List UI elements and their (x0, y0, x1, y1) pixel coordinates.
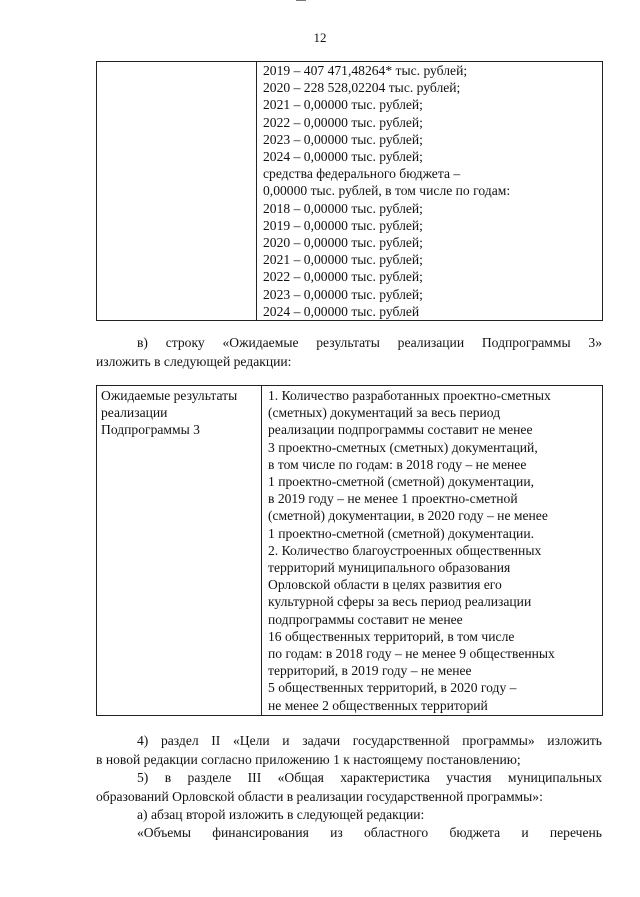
funding-line: 2019 – 407 471,48264* тыс. рублей; (263, 63, 468, 78)
funding-line: 2022 – 0,00000 тыс. рублей; (263, 269, 423, 285)
table-row (97, 386, 603, 716)
expected-results-table (96, 385, 603, 716)
table-cell-results (262, 386, 603, 716)
funding-line: 0,00000 тыс. рублей, в том числе по годам: (263, 183, 511, 199)
paragraph-a (96, 806, 602, 825)
results-line: 1 проектно-сметной (сметной) документации. (268, 525, 535, 541)
results-line: в 2019 году – не менее 1 проектно-сметной (268, 491, 518, 507)
funding-table (96, 61, 603, 321)
results-line: территорий, в 2019 году – не менее (268, 663, 472, 679)
results-line: культурной сферы за весь период реализации (268, 594, 532, 610)
label-line: Ожидаемые результаты (101, 388, 238, 403)
results-line: 1 проектно-сметной (сметной) документации, (268, 474, 535, 490)
funding-line: средства федерального бюджета – (263, 166, 461, 182)
paragraph-4 (96, 732, 602, 769)
table-cell-funding (257, 62, 603, 321)
results-line: не менее 2 общественных территорий (268, 697, 488, 713)
paragraph-5 (96, 769, 602, 806)
paragraph-line: 5) в разделе III «Общая характеристика участия муниципальных (137, 770, 602, 785)
label-line: Подпрограммы 3 (101, 422, 200, 438)
paragraph-line: «Объемы финансирования из областного бюджета и перечень (137, 825, 602, 840)
results-line: 5 общественных территорий, в 2020 году – (268, 680, 517, 696)
paragraph-line: изложить в следующей редакции: (96, 353, 292, 369)
page-number: 12 (313, 30, 327, 45)
paragraph-line: в) строку «Ожидаемые результаты реализации Подпрограммы 3» (137, 335, 602, 350)
table-cell-label (97, 386, 262, 716)
funding-line: 2024 – 0,00000 тыс. рублей; (263, 149, 423, 165)
table-row (97, 62, 603, 321)
paragraph-line: 4) раздел II «Цели и задачи государственной программы» изложить (137, 733, 602, 748)
paragraph-quote (96, 824, 602, 843)
results-line: по годам: в 2018 году – не менее 9 общественных (268, 646, 555, 662)
paragraph-line: образований Орловской области в реализации государственной программы»: (96, 788, 543, 804)
funding-line: 2019 – 0,00000 тыс. рублей; (263, 217, 423, 233)
funding-line: 2023 – 0,00000 тыс. рублей; (263, 286, 423, 302)
results-line: (сметных) документаций за весь период (268, 405, 501, 421)
funding-line: 2020 – 0,00000 тыс. рублей; (263, 235, 423, 251)
results-line: Орловской области в целях развития его (268, 577, 502, 593)
funding-line: 2021 – 0,00000 тыс. рублей; (263, 97, 423, 113)
funding-line: 2020 – 228 528,02204 тыс. рублей; (263, 80, 461, 96)
paragraph-v (96, 334, 602, 371)
funding-line: 2018 – 0,00000 тыс. рублей; (263, 200, 423, 216)
funding-line: 2023 – 0,00000 тыс. рублей; (263, 131, 423, 147)
results-line: 2. Количество благоустроенных общественных (268, 542, 542, 558)
funding-line: 2021 – 0,00000 тыс. рублей; (263, 252, 423, 268)
results-line: 1. Количество разработанных проектно-сметных (268, 388, 551, 403)
scan-mark (296, 0, 306, 1)
paragraph-line: в новой редакции согласно приложению 1 к настоящему постановлению; (96, 751, 521, 767)
results-line: (сметной) документации, в 2020 году – не менее (268, 508, 548, 524)
results-line: 3 проектно-сметных (сметных) документаций, (268, 439, 538, 455)
results-line: 16 общественных территорий, в том числе (268, 628, 515, 644)
funding-line: 2022 – 0,00000 тыс. рублей; (263, 114, 423, 130)
label-line: реализации (101, 405, 168, 421)
funding-line: 2024 – 0,00000 тыс. рублей (263, 303, 420, 319)
results-line: в том числе по годам: в 2018 году – не менее (268, 456, 527, 472)
paragraph-line: а) абзац второй изложить в следующей редакции: (137, 807, 425, 822)
results-line: подпрограммы составит не менее (268, 611, 463, 627)
table-cell-label (97, 62, 257, 321)
results-line: территорий муниципального образования (268, 560, 511, 576)
results-line: реализации подпрограммы составит не менее (268, 422, 533, 438)
